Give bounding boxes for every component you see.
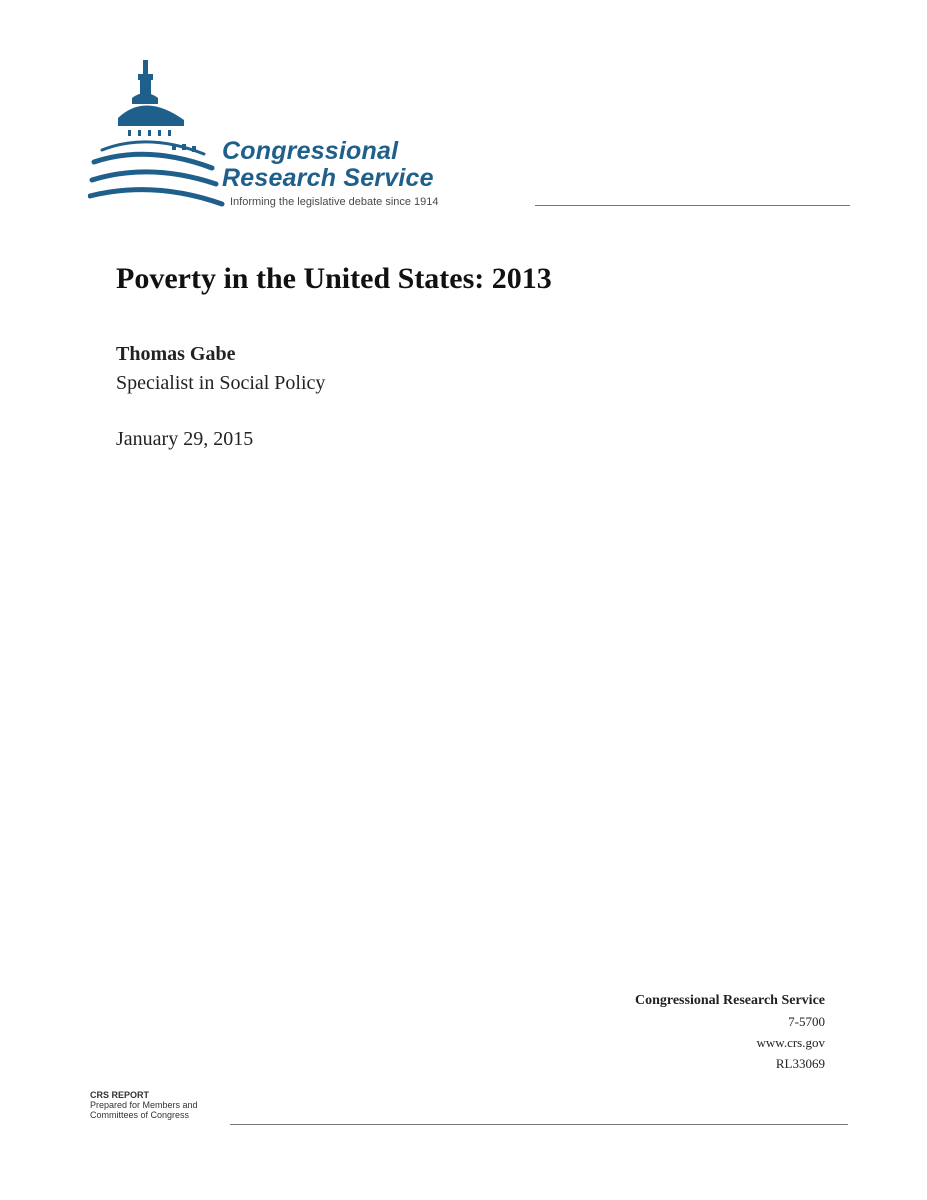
document-title: Poverty in the United States: 2013 [116,262,552,295]
header-divider [535,205,850,206]
footer-divider [230,1124,848,1125]
crs-report-label [90,1090,198,1120]
footer-contact-block [635,990,825,1074]
brand-name-line1: Congressional [222,137,399,165]
tagline: Informing the legislative debate since 1914 [230,196,439,208]
report-label-line1: Prepared for Members and [90,1100,198,1110]
author-name: Thomas Gabe [116,343,236,365]
publication-date: January 29, 2015 [116,428,254,450]
tagline-row [230,196,850,210]
report-label-heading: CRS REPORT [90,1090,150,1100]
report-label-line2: Committees of Congress [90,1110,190,1120]
brand-name [222,138,434,192]
capitol-dome-icon [88,58,228,213]
footer-website: www.crs.gov [756,1035,825,1050]
author-role: Specialist in Social Policy [116,372,326,394]
footer-phone: 7-5700 [788,1014,825,1029]
footer-report-number: RL33069 [775,1056,825,1071]
crs-header [88,58,858,218]
footer-organization: Congressional Research Service [634,993,825,1008]
brand-name-line2: Research Service [222,164,434,192]
